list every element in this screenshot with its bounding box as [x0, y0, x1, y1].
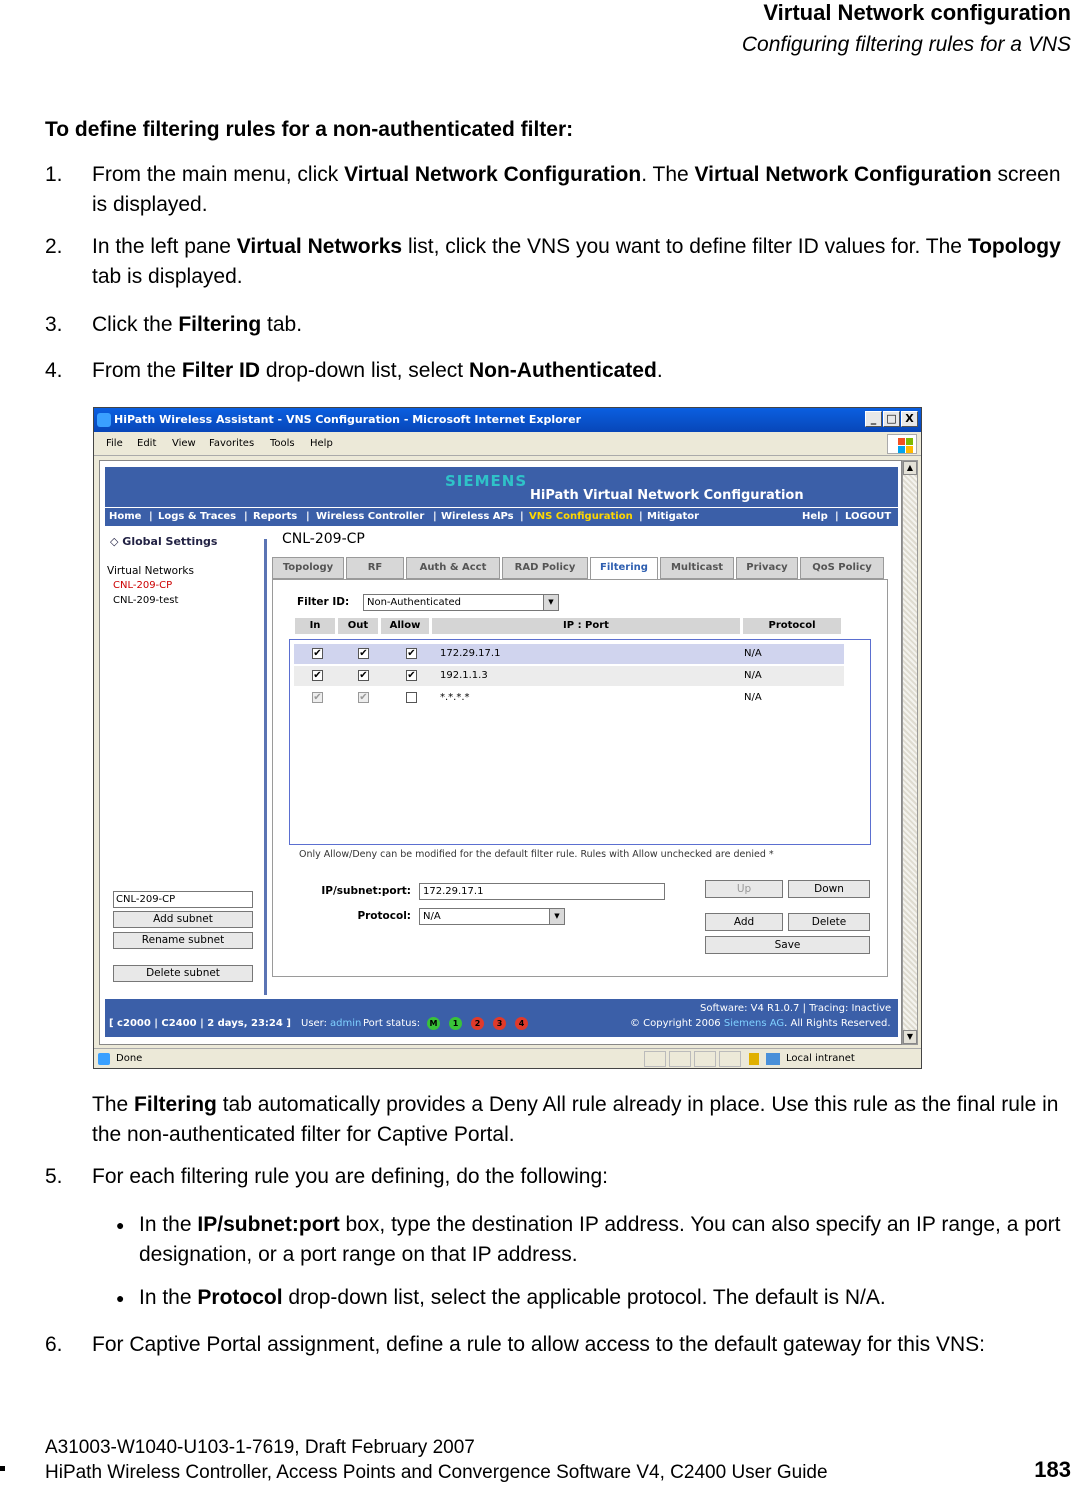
nav-reports[interactable]: Reports	[253, 511, 298, 522]
nav-separator: |	[306, 511, 310, 522]
step-text: For each filtering rule you are defining, do the following:	[92, 1165, 608, 1188]
step-1	[45, 160, 1075, 220]
port-1-icon: 1	[449, 1017, 462, 1030]
nav-vns-configuration[interactable]: VNS Configuration	[529, 511, 633, 522]
bullet-icon: ●	[116, 1217, 125, 1233]
port-m-icon: M	[427, 1017, 440, 1030]
step-3	[45, 310, 1075, 340]
step-2	[45, 232, 1075, 292]
bullet-icon: ●	[116, 1290, 125, 1306]
virtual-networks-header: Virtual Networks	[107, 565, 194, 577]
nav-separator: |	[639, 511, 643, 522]
software-info: Software: V4 R1.0.7 | Tracing: Inactive	[700, 1003, 892, 1014]
allow-checkbox[interactable]: ✔	[407, 648, 416, 659]
page-done-icon	[98, 1053, 110, 1065]
siemens-logo: SIEMENS	[445, 472, 528, 490]
menu-favorites[interactable]: Favorites	[209, 438, 255, 449]
tab-multicast[interactable]: Multicast	[660, 557, 734, 579]
out-checkbox: ✔	[359, 692, 368, 703]
siemens-link[interactable]: Siemens AG	[723, 1018, 785, 1029]
column-header-in: In	[295, 618, 335, 634]
port-status-label: Port status:	[363, 1018, 421, 1029]
step-5	[45, 1162, 1075, 1192]
subnet-name-input[interactable]: CNL-209-CP	[113, 891, 253, 908]
rule-protocol: N/A	[744, 670, 762, 681]
right-pane	[272, 529, 898, 999]
step-number: 6.	[45, 1333, 63, 1356]
rule-ip: 172.29.17.1	[440, 648, 501, 659]
up-button[interactable]: Up	[705, 880, 783, 898]
procedure-title: To define filtering rules for a non-authenticated filter:	[45, 118, 574, 141]
default-rule-hint: Only Allow/Deny can be modified for the default filter rule. Rules with Allow unchecked are denied *	[299, 849, 774, 860]
column-header-protocol: Protocol	[743, 618, 841, 634]
footer-mark	[0, 1466, 5, 1471]
status-cell	[644, 1051, 666, 1067]
window-title-bar	[94, 408, 921, 432]
nav-separator: |	[244, 511, 248, 522]
tab-topology[interactable]: Topology	[272, 557, 344, 579]
bullet-ip-subnet-port: ● In the IP/subnet:port box, type the destination IP address. You can also specify an IP range, a port designation, or a port range on that IP address.	[92, 1210, 1077, 1270]
status-cell	[669, 1051, 691, 1067]
protocol-select[interactable]: N/A ▼	[419, 908, 565, 925]
browser-menu-bar	[94, 432, 921, 456]
app-banner	[105, 467, 898, 507]
filter-rules-table	[289, 639, 871, 845]
diamond-icon: ◇	[110, 535, 123, 548]
step-text: In the left pane Virtual Networks list, click the VNS you want to define filter ID values for. The Topology tab is displayed.	[92, 235, 1061, 288]
tab-rf[interactable]: RF	[346, 557, 404, 579]
port-4-icon: 4	[515, 1017, 528, 1030]
step-number: 2.	[45, 235, 63, 258]
scroll-down-icon[interactable]: ▼	[903, 1030, 917, 1044]
nav-separator: |	[433, 511, 437, 522]
web-viewport	[99, 460, 902, 1045]
menu-help[interactable]: Help	[310, 438, 333, 449]
pane-divider	[264, 539, 267, 995]
ip-subnet-port-input[interactable]: 172.29.17.1	[419, 883, 665, 900]
rule-ip: *.*.*.*	[440, 692, 470, 703]
tab-filtering[interactable]: Filtering	[590, 557, 658, 580]
footer-doc-title: HiPath Wireless Controller, Access Points and Convergence Software V4, C2400 User Guide	[45, 1462, 828, 1483]
nav-home[interactable]: Home	[109, 511, 142, 522]
add-button[interactable]: Add	[705, 913, 783, 931]
column-header-allow: Allow	[381, 618, 429, 634]
add-subnet-button[interactable]: Add subnet	[113, 911, 253, 928]
delete-button[interactable]: Delete	[788, 913, 870, 931]
chevron-down-icon: ▼	[543, 595, 558, 610]
filter-id-label: Filter ID:	[297, 596, 350, 608]
tab-strip	[272, 557, 888, 579]
user-label: User:	[301, 1018, 327, 1029]
intranet-icon	[766, 1053, 780, 1065]
vns-item-cnl-209-cp[interactable]: CNL-209-CP	[113, 580, 173, 591]
nav-separator: |	[149, 511, 153, 522]
chevron-down-icon: ▼	[549, 909, 564, 924]
ie-icon	[97, 413, 111, 427]
filter-id-select[interactable]: Non-Authenticated ▼	[363, 594, 559, 611]
table-row[interactable]	[294, 666, 844, 686]
nav-logs-traces[interactable]: Logs & Traces	[158, 511, 237, 522]
step-6	[45, 1330, 1075, 1390]
rule-protocol: N/A	[744, 648, 762, 659]
tab-auth-acct[interactable]: Auth & Acct	[406, 557, 500, 579]
running-header-title: Virtual Network configuration	[763, 0, 1071, 25]
filtering-description: The Filtering tab automatically provides a Deny All rule already in place. Use this rule as the final rule in the non-authenticated filter for Captive Portal.	[92, 1093, 1059, 1146]
rule-ip: 192.1.1.3	[440, 670, 488, 681]
step-text: Click the Filtering tab.	[92, 313, 303, 336]
nav-separator: |	[520, 511, 524, 522]
vns-item-cnl-209-test[interactable]: CNL-209-test	[113, 595, 179, 606]
page-number: 183	[1034, 1457, 1071, 1482]
menu-tools[interactable]: Tools	[270, 438, 295, 449]
left-pane	[105, 533, 257, 993]
nav-logout[interactable]: LOGOUT	[845, 511, 892, 522]
protocol-label: Protocol:	[357, 910, 411, 922]
main-nav	[105, 508, 898, 526]
user-name-link[interactable]: admin	[330, 1018, 362, 1029]
out-checkbox[interactable]: ✔	[359, 670, 368, 681]
copyright: © Copyright 2006 Siemens AG. All Rights Reserved.	[630, 1018, 891, 1029]
status-cell	[694, 1051, 716, 1067]
tab-rad-policy[interactable]: RAD Policy	[502, 557, 588, 579]
table-row[interactable]	[294, 688, 844, 708]
out-checkbox[interactable]: ✔	[359, 648, 368, 659]
banner-title: HiPath Virtual Network Configuration	[530, 488, 804, 503]
status-cell	[719, 1051, 741, 1067]
in-checkbox[interactable]: ✔	[313, 670, 322, 681]
step-4	[45, 356, 1075, 386]
ip-subnet-port-label: IP/subnet:port:	[321, 885, 411, 897]
table-row[interactable]	[294, 644, 844, 664]
save-button[interactable]: Save	[705, 936, 870, 954]
nav-wireless-aps[interactable]: Wireless APs	[441, 511, 514, 522]
browser-status-text: Done	[116, 1053, 143, 1064]
rule-protocol: N/A	[744, 692, 762, 703]
running-header-subtitle: Configuring filtering rules for a VNS	[741, 33, 1071, 56]
nav-help[interactable]: Help	[802, 511, 828, 522]
tab-privacy[interactable]: Privacy	[736, 557, 798, 579]
footer-doc-id: A31003-W1040-U103-1-7619, Draft February 2007	[45, 1437, 475, 1458]
close-button[interactable]: X	[901, 411, 918, 427]
port-3-icon: 3	[493, 1017, 506, 1030]
maximize-button[interactable]: □	[883, 411, 900, 427]
vertical-scrollbar[interactable]	[902, 460, 918, 1045]
step-text: For Captive Portal assignment, define a rule to allow access to the default gateway for this VNS:	[92, 1333, 985, 1356]
rename-subnet-button[interactable]: Rename subnet	[113, 932, 253, 949]
in-checkbox[interactable]: ✔	[313, 648, 322, 659]
port-2-icon: 2	[471, 1017, 484, 1030]
nav-wireless-controller[interactable]: Wireless Controller	[316, 511, 425, 522]
windows-flag-icon	[887, 434, 917, 454]
allow-checkbox[interactable]	[406, 692, 417, 703]
step-text: From the Filter ID drop-down list, select Non-Authenticated.	[92, 359, 663, 382]
menu-file[interactable]: File	[106, 438, 123, 449]
column-header-out: Out	[338, 618, 378, 634]
column-header-ip-port: IP : Port	[432, 618, 740, 634]
step-number: 1.	[45, 163, 63, 186]
step-number: 4.	[45, 359, 63, 382]
bullet-protocol: ● In the Protocol drop-down list, select the applicable protocol. The default is N/A.	[92, 1283, 1077, 1313]
allow-checkbox[interactable]: ✔	[407, 670, 416, 681]
menu-edit[interactable]: Edit	[137, 438, 157, 449]
in-checkbox: ✔	[313, 692, 322, 703]
browser-status-bar	[94, 1048, 921, 1068]
nav-mitigator[interactable]: Mitigator	[647, 511, 700, 522]
lock-icon	[749, 1053, 759, 1065]
step-number: 5.	[45, 1165, 63, 1188]
window-title: HiPath Wireless Assistant - VNS Configuration - Microsoft Internet Explorer	[114, 413, 581, 426]
step-text: From the main menu, click Virtual Network Configuration. The Virtual Network Configuration screen is displayed.	[92, 163, 1061, 216]
pane-title: CNL-209-CP	[282, 531, 365, 547]
browser-screenshot	[93, 407, 922, 1069]
nav-separator: |	[835, 511, 839, 522]
tab-qos-policy[interactable]: QoS Policy	[800, 557, 884, 579]
filtering-panel	[272, 579, 888, 977]
step-number: 3.	[45, 313, 63, 336]
scroll-up-icon[interactable]: ▲	[903, 461, 917, 475]
menu-view[interactable]: View	[172, 438, 196, 449]
down-button[interactable]: Down	[788, 880, 870, 898]
system-info: [ c2000 | C2400 | 2 days, 23:24 ]	[109, 1018, 291, 1029]
app-status-bar	[105, 999, 898, 1037]
security-zone: Local intranet	[786, 1053, 855, 1064]
minimize-button[interactable]: _	[865, 411, 882, 427]
global-settings-link[interactable]: ◇ Global Settings	[110, 535, 218, 548]
delete-subnet-button[interactable]: Delete subnet	[113, 965, 253, 982]
